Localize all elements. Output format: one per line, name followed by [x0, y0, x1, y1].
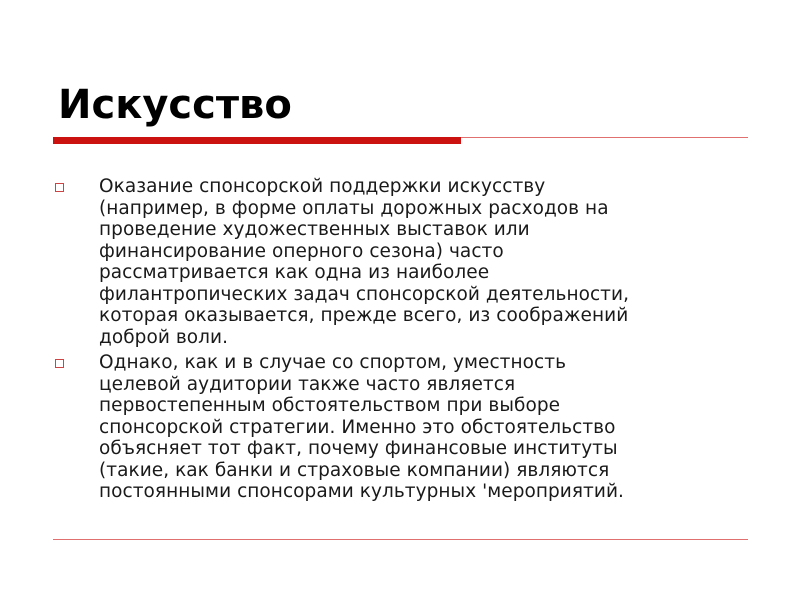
- text-line: которая оказывается, прежде всего, из соображений: [99, 305, 629, 326]
- title-accent-bar: [53, 137, 461, 144]
- text-line: первостепенным обстоятельством при выборе: [99, 395, 561, 416]
- bullet-item-2: [55, 352, 735, 503]
- text-line: Однако, как и в случае со спортом, уместность: [99, 352, 567, 373]
- slide-title: Искусство: [58, 82, 292, 128]
- text-line: Оказание спонсорской поддержки искусству: [99, 176, 546, 197]
- footer-divider-line: [53, 539, 748, 540]
- text-line: спонсорской стратегии. Именно это обстоятельство: [99, 416, 616, 438]
- text-line: доброй воли.: [99, 326, 229, 348]
- text-line: целевой аудитории также часто является: [99, 373, 516, 395]
- bullet-item-1: [55, 176, 735, 348]
- title-divider-line: [461, 137, 748, 138]
- text-line: (такие, как банки и страховые компании) являются: [99, 459, 610, 481]
- text-line: финансирование оперного сезона) часто: [99, 240, 504, 262]
- bullet-list: [55, 176, 735, 507]
- text-line: (например, в форме оплаты дорожных расходов на: [99, 197, 609, 219]
- text-line: объясняет тот факт, почему финансовые институты: [99, 438, 618, 459]
- text-line: проведение художественных выставок или: [99, 219, 530, 240]
- text-line: рассматривается как одна из наиболее: [99, 262, 490, 283]
- bullet-text-2: [99, 352, 735, 503]
- bullet-text-1: [99, 176, 735, 348]
- square-bullet-icon: [55, 183, 64, 192]
- text-line: филантропических задач спонсорской деятельности,: [99, 283, 630, 305]
- square-bullet-icon: [55, 359, 64, 368]
- text-line: постоянными спонсорами культурных 'мероприятий.: [99, 481, 624, 502]
